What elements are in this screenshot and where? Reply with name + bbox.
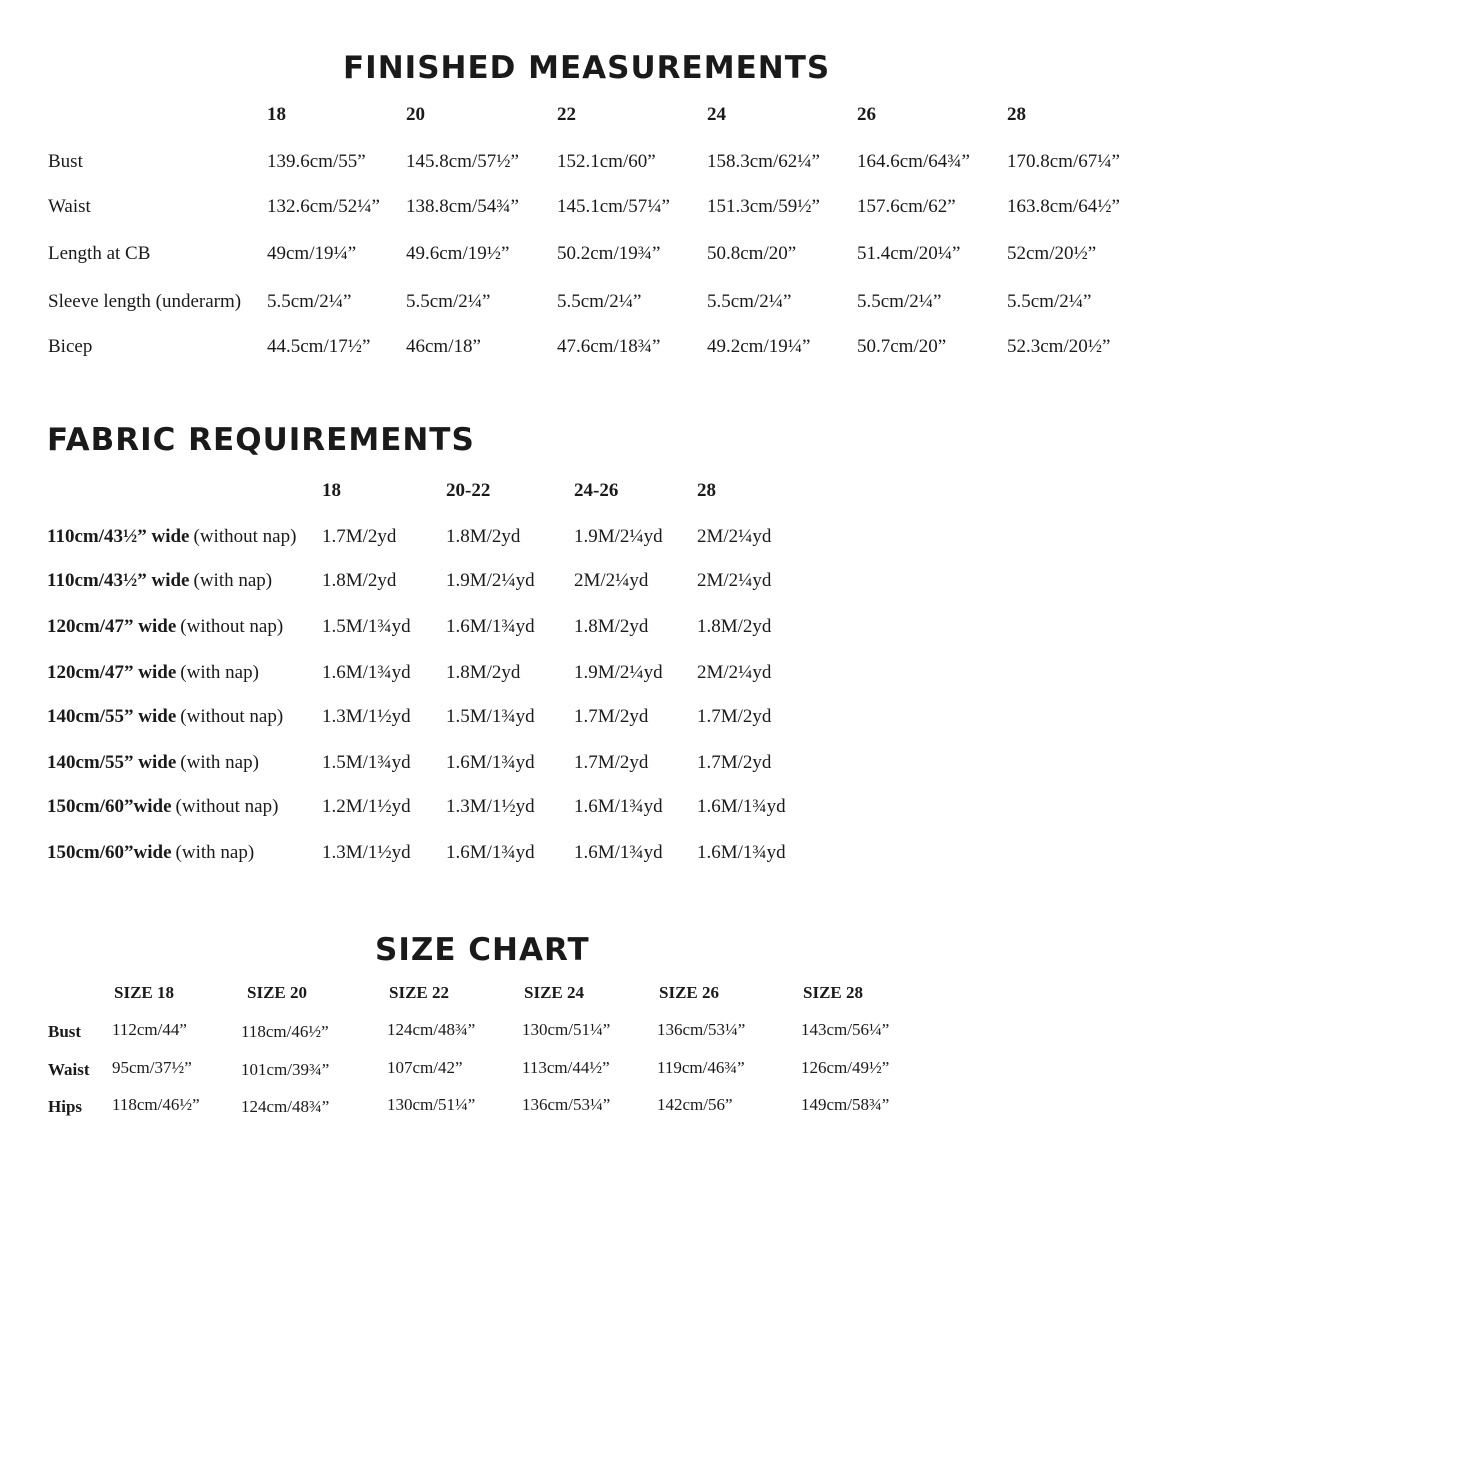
table-cell: 1.6M/1¾yd [574,796,663,817]
table-cell: 5.5cm/2¼” [707,291,792,312]
fabric-width: 150cm/60”wide [47,842,172,863]
table-cell: 1.6M/1¾yd [446,752,535,773]
table-cell: 1.7M/2yd [697,706,772,727]
row-label: Bicep [48,336,93,357]
fabric-width: 150cm/60”wide [47,796,172,817]
table-cell: 113cm/44½” [522,1058,610,1077]
nap-note: (with nap) [180,662,259,683]
column-header: SIZE 24 [524,983,584,1002]
table-cell: 101cm/39¾” [241,1060,330,1079]
table-cell: 51.4cm/20¼” [857,243,961,264]
table-cell: 145.1cm/57¼” [557,196,670,217]
table-cell: 2M/2¼yd [697,570,772,591]
table-cell: 130cm/51¼” [522,1020,611,1039]
nap-note: (without nap) [175,796,279,817]
table-cell: 149cm/58¾” [801,1095,890,1114]
table-cell: 5.5cm/2¼” [406,291,491,312]
table-cell: 157.6cm/62” [857,196,956,217]
table-cell: 1.7M/2yd [322,526,397,547]
fabric-width: 110cm/43½” wide [47,570,190,591]
table-cell: 1.9M/2¼yd [574,662,663,683]
column-header: SIZE 20 [247,983,307,1002]
table-cell: 136cm/53¼” [657,1020,746,1039]
table-cell: 1.5M/1¾yd [446,706,535,727]
table-cell: 5.5cm/2¼” [1007,291,1092,312]
table-cell: 1.8M/2yd [697,616,772,637]
table-cell: 132.6cm/52¼” [267,196,380,217]
table-cell: 158.3cm/62¼” [707,151,820,172]
table-cell: 112cm/44” [112,1020,187,1039]
fabric-width: 110cm/43½” wide [47,526,190,547]
table-cell: 152.1cm/60” [557,151,656,172]
nap-note: (without nap) [180,616,284,637]
table-cell: 1.7M/2yd [574,752,649,773]
nap-note: (without nap) [180,706,284,727]
table-cell: 5.5cm/2¼” [267,291,352,312]
table-cell: 49cm/19¼” [267,243,357,264]
column-header: 22 [557,104,576,125]
table-cell: 1.6M/1¾yd [446,842,535,863]
fabric-width: 120cm/47” wide [47,662,177,683]
table-cell: 126cm/49½” [801,1058,890,1077]
column-header: 24 [707,104,726,125]
table-cell: 118cm/46½” [112,1095,200,1114]
row-label: Waist [48,196,91,217]
table-cell: 1.6M/1¾yd [697,842,786,863]
column-header: 28 [1007,104,1026,125]
table-cell: 1.8M/2yd [446,662,521,683]
table-cell: 170.8cm/67¼” [1007,151,1120,172]
row-label [47,526,296,548]
row-label [47,842,254,864]
table-cell: 142cm/56” [657,1095,733,1114]
table-cell: 1.5M/1¾yd [322,616,411,637]
table-cell: 52.3cm/20½” [1007,336,1111,357]
size-chart-title: SIZE CHART [375,932,590,968]
table-cell: 1.7M/2yd [574,706,649,727]
table-cell: 107cm/42” [387,1058,463,1077]
table-cell: 119cm/46¾” [657,1058,745,1077]
column-header: SIZE 26 [659,983,719,1002]
nap-note: (with nap) [180,752,259,773]
fabric-width: 140cm/55” wide [47,706,177,727]
table-cell: 1.3M/1½yd [322,706,411,727]
row-label [47,752,259,774]
row-label: Length at CB [48,243,151,264]
row-label [47,662,259,684]
table-cell: 1.6M/1¾yd [574,842,663,863]
table-cell: 130cm/51¼” [387,1095,476,1114]
column-header: SIZE 18 [114,983,174,1002]
row-label [47,706,283,728]
row-label [47,570,272,592]
row-label: Sleeve length (underarm) [48,291,242,312]
table-cell: 49.2cm/19¼” [707,336,811,357]
row-label [47,796,278,818]
table-cell: 118cm/46½” [241,1022,329,1041]
column-header: SIZE 28 [803,983,863,1002]
table-cell: 1.6M/1¾yd [446,616,535,637]
table-cell: 136cm/53¼” [522,1095,611,1114]
nap-note: (with nap) [175,842,255,863]
table-cell: 95cm/37½” [112,1058,192,1077]
table-cell: 1.9M/2¼yd [446,570,535,591]
column-header: 26 [857,104,876,125]
table-cell: 164.6cm/64¾” [857,151,970,172]
table-cell: 1.2M/1½yd [322,796,411,817]
column-header: SIZE 22 [389,983,449,1002]
table-cell: 2M/2¼yd [697,662,772,683]
nap-note: (with nap) [193,570,273,591]
table-cell: 1.8M/2yd [322,570,397,591]
column-header: 18 [267,104,286,125]
column-header: 24-26 [574,480,619,501]
column-header: 20-22 [446,480,491,501]
row-label: Bust [48,151,83,172]
table-cell: 2M/2¼yd [574,570,649,591]
table-cell: 44.5cm/17½” [267,336,371,357]
nap-note: (without nap) [193,526,297,547]
column-header: 20 [406,104,425,125]
table-cell: 143cm/56¼” [801,1020,890,1039]
row-label: Bust [48,1022,82,1041]
table-cell: 50.7cm/20” [857,336,947,357]
table-cell: 52cm/20½” [1007,243,1097,264]
table-cell: 50.8cm/20” [707,243,797,264]
row-label: Waist [48,1060,90,1079]
table-cell: 46cm/18” [406,336,481,357]
table-cell: 1.7M/2yd [697,752,772,773]
table-cell: 145.8cm/57½” [406,151,519,172]
table-cell: 124cm/48¾” [241,1097,330,1116]
table-cell: 124cm/48¾” [387,1020,476,1039]
table-cell: 5.5cm/2¼” [857,291,942,312]
table-cell: 151.3cm/59½” [707,196,820,217]
table-cell: 1.5M/1¾yd [322,752,411,773]
table-cell: 139.6cm/55” [267,151,366,172]
table-cell: 163.8cm/64½” [1007,196,1120,217]
fabric-width: 120cm/47” wide [47,616,177,637]
table-cell: 1.6M/1¾yd [322,662,411,683]
table-cell: 1.3M/1½yd [446,796,535,817]
table-cell: 5.5cm/2¼” [557,291,642,312]
table-cell: 138.8cm/54¾” [406,196,519,217]
column-header: 28 [697,480,716,501]
table-cell: 47.6cm/18¾” [557,336,661,357]
table-cell: 49.6cm/19½” [406,243,510,264]
table-cell: 1.8M/2yd [574,616,649,637]
table-cell: 1.9M/2¼yd [574,526,663,547]
table-cell: 1.3M/1½yd [322,842,411,863]
table-cell: 1.6M/1¾yd [697,796,786,817]
finished-measurements-title: FINISHED MEASUREMENTS [343,50,831,86]
row-label [47,616,283,638]
column-header: 18 [322,480,341,501]
table-cell: 1.8M/2yd [446,526,521,547]
table-cell: 50.2cm/19¾” [557,243,661,264]
table-cell: 2M/2¼yd [697,526,772,547]
fabric-width: 140cm/55” wide [47,752,177,773]
fabric-requirements-title: FABRIC REQUIREMENTS [47,422,475,458]
row-label: Hips [48,1097,83,1116]
